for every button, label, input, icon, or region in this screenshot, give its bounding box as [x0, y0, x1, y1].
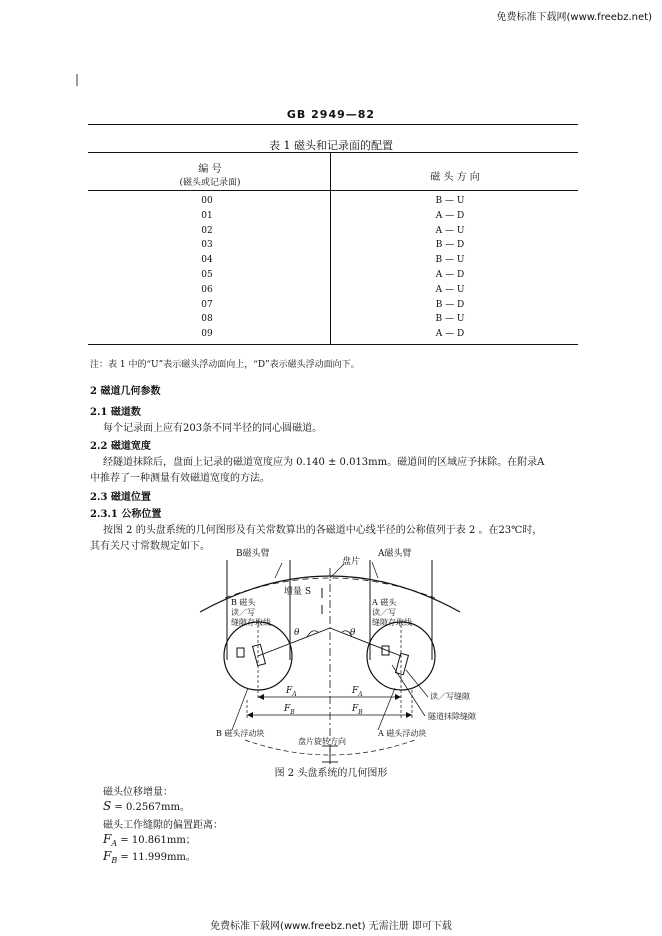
fb-formula: $F_B = 11.999mm$。: [103, 849, 196, 865]
a-access-line: [330, 628, 401, 656]
b-slider-label: B 磁头浮动块: [216, 729, 265, 738]
theta-right-label: θ: [350, 628, 356, 638]
watermark-bottom: 免费标准下载网(www.freebz.net) 无需注册 即可下载: [210, 921, 452, 932]
table-row-direction: B — D: [435, 299, 465, 310]
section-2-2-text-1: 经隧道抹除后，盘面上记录的磁道宽度应为 0.140 ± 0.013mm。磁道间的区域应予抹除。在附录A: [103, 457, 545, 468]
table-row-direction: B — D: [435, 240, 465, 251]
table-row-id: 02: [201, 225, 213, 236]
table-row-id: 08: [201, 314, 213, 325]
table-row-id: 09: [201, 329, 213, 340]
section-2-1-heading: 2.1 磁道数: [90, 407, 141, 418]
b-arm-label: B磁头臂: [236, 549, 270, 559]
tunnel-gap-label: 隧道抹除缝隙: [428, 712, 476, 721]
table-row-direction: B — U: [435, 196, 465, 206]
table-row-id: 07: [201, 299, 213, 310]
a-slider-label: A 磁头浮动块: [378, 729, 427, 738]
col-header-id-sub: (磁头或记录面): [179, 178, 241, 188]
b-slider-gap-2: [253, 644, 266, 665]
b-slider-leader: [232, 688, 248, 730]
a-arm-leader: [372, 562, 378, 578]
table-row-id: 06: [201, 284, 213, 295]
col-header-direction: 磁 头 方 向: [430, 172, 480, 183]
side-mark: |: [75, 72, 80, 86]
b-gap-label: B 磁头 读／写 缝隙存取线: [231, 598, 271, 627]
section-2-3-1-text-2: 其有关尺寸常数规定如下。: [90, 541, 210, 552]
table-note: 注：表 1 中的“U”表示磁头浮动面向上，“D”表示磁头浮动面向下。: [90, 360, 360, 370]
table-row-id: 03: [201, 240, 213, 251]
table-row-direction: B — U: [435, 255, 465, 266]
fa-label-right: $F_A$: [352, 686, 363, 698]
table-row-id: 00: [201, 196, 213, 206]
offset-description: 磁头工作缝隙的偏置距离：: [103, 820, 223, 831]
section-2-3-1-text-1: 按图 2 的头盘系统的几何图形及有关常数算出的各磁道中心线半径的公称值列于表 2 。在23℃时，: [103, 525, 543, 536]
section-2-3-heading: 2.3 磁道位置: [90, 492, 151, 503]
figure-2-caption: 图 2 头盘系统的几何图形: [274, 768, 388, 779]
theta-left-label: θ: [294, 628, 300, 638]
section-2-3-1-heading: 2.3.1 公称位置: [90, 509, 162, 520]
b-arm-leader: [275, 563, 282, 578]
disk-label: 盘片: [342, 557, 361, 567]
fa-formula: $F_A = 10.861mm$；: [103, 832, 196, 848]
watermark-top: 免费标准下载网(www.freebz.net): [496, 12, 652, 23]
fa-label-left: $F_A$: [286, 686, 297, 698]
fa-arrow-right: [395, 694, 401, 700]
table-row-direction: A — D: [435, 270, 465, 280]
section-2-heading: 2 磁道几何参数: [90, 386, 161, 397]
table-row-id: 01: [201, 210, 213, 221]
section-2-2-heading: 2.2 磁道宽度: [90, 441, 151, 452]
a-gap-label: A 磁头 读／写 缝隙存取线: [372, 598, 412, 627]
table-row-direction: A — U: [435, 284, 465, 295]
table-row-id: 04: [201, 255, 213, 266]
increment-formula: S = 0.2567mm。: [103, 799, 190, 813]
col-header-id: 编 号: [198, 164, 222, 175]
table-row-direction: A — D: [435, 210, 465, 221]
a-slider-leader: [378, 688, 395, 730]
table-row-direction: A — D: [435, 329, 465, 340]
fb-arrow-left: [247, 712, 253, 718]
a-slider-gap-2: [396, 653, 409, 674]
table1-title: 表 1 磁头和记录面的配置: [269, 139, 393, 152]
increment-label: 增量 S: [284, 587, 312, 597]
rotation-label: 盘片旋转方向: [298, 737, 346, 746]
fa-arrow-left: [258, 694, 264, 700]
rw-gap-leader: [406, 670, 428, 697]
fb-arrow-right: [406, 712, 412, 718]
table-row-direction: B — U: [435, 314, 465, 325]
table-row-id: 05: [201, 270, 213, 280]
b-slider-gap-1: [237, 648, 244, 657]
rw-gap-label: 读／写缝隙: [430, 692, 470, 701]
fb-label-left: $F_B$: [284, 704, 295, 716]
standard-number: GB 2949—82: [286, 108, 376, 121]
section-2-1-text: 每个记录面上应有203条不同半径的同心圆磁道。: [103, 423, 323, 434]
fb-label-right: $F_B$: [352, 704, 363, 716]
section-2-2-text-2: 中推荐了一种测量有效磁道宽度的方法。: [90, 473, 270, 484]
a-arm-label: A磁头臂: [378, 549, 412, 559]
increment-description: 磁头位移增量：: [103, 787, 173, 798]
table-row-direction: A — U: [435, 225, 465, 236]
